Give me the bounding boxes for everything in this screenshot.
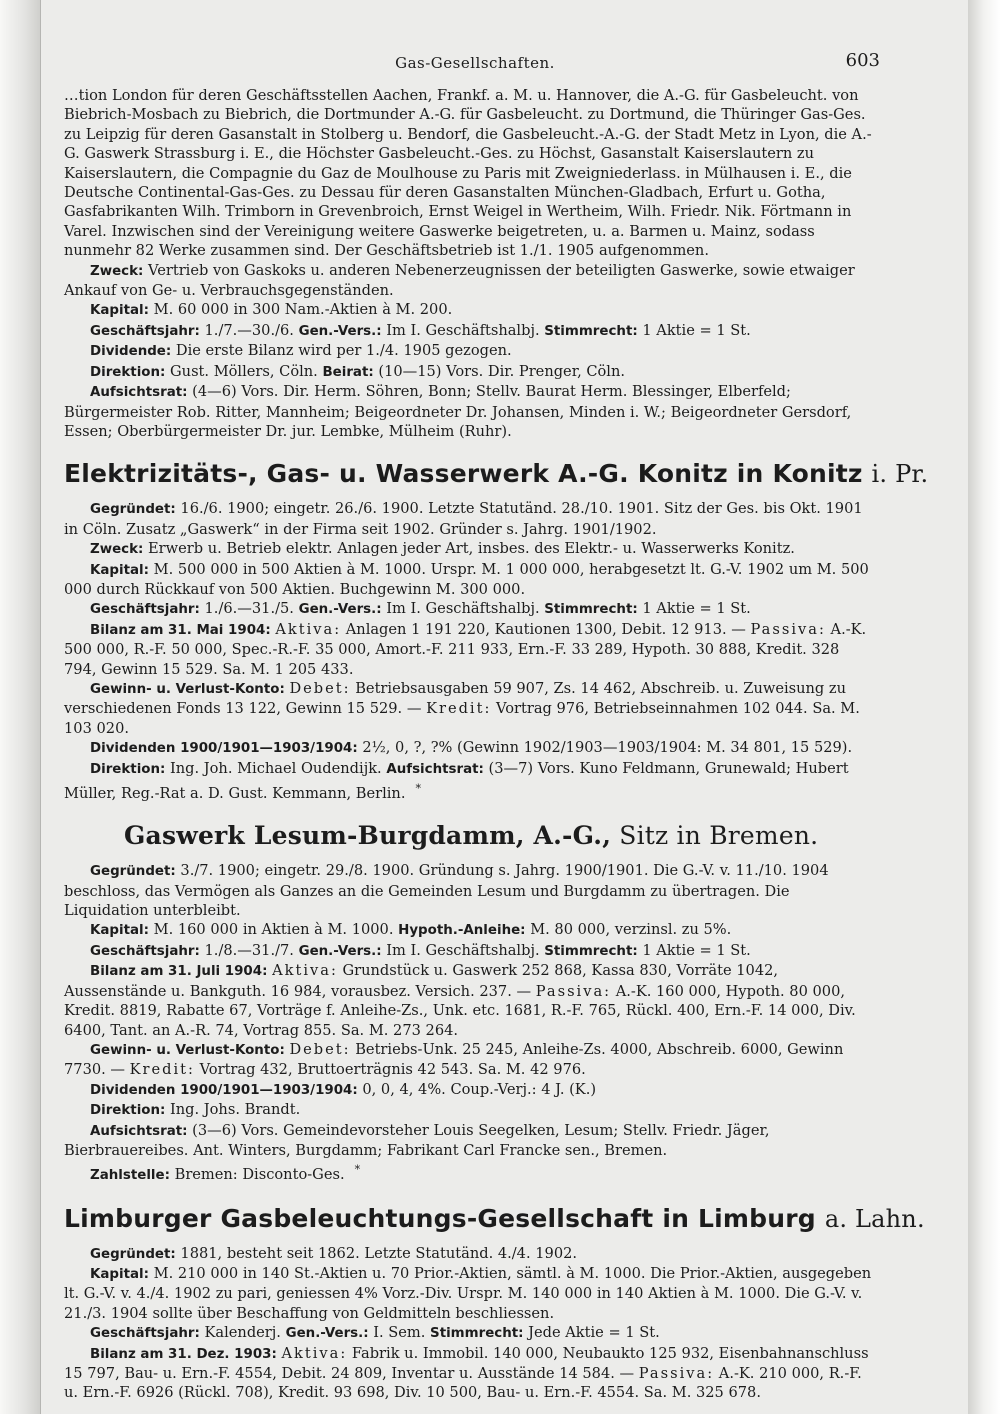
entry-title-konitz: Elektrizitäts-, Gas- u. Wasserwerk A.-G. Konitz in Konitz i. Pr. (64, 459, 929, 489)
lesum-direktion: Direktion: Ing. Johs. Brandt. (90, 1101, 301, 1119)
lesum-gegruendet: Gegründet: 3./7. 1900; eingetr. 29./8. 1900. Gründung s. Jahrg. 1900/1901. Die G.-V. v. 11./10. 1904 beschloss, das Vermögen als Ganzes an die Gemeinden Lesum und Burgdamm zu übertragen. Die Liquidation unterbleibt. (64, 862, 829, 920)
header-title: Gas-Gesellschaften. (395, 54, 555, 72)
intro-paragraph: …tion London für deren Geschäftsstellen Aachen, Frankf. a. M. u. Hannover, die A.-G. für Gasbeleucht. von Biebrich-Mosbach zu Biebrich, die Dortmunder A.-G. für Gasbeleucht. zu Dortmund, die Thüringer Gas-Ges. zu Leipzig für deren Gasanstalt in Stolberg u. Bendorf, die Gasbeleucht.-A.-G. der Stadt Metz in Lyon, die A.-G. Gaswerk Strassburg i. E., die Höchster Gasbeleucht.-Ges. zu Höchst, Gasanstalt Kaiserslautern zu Kaiserslautern, die Compagnie du Gaz de Moulhouse zu Paris mit Zweigniederlass. in Mülhausen i. E., die Deutsche Continental-Gas-Ges. zu Dessau für deren Gasanstalten München-Gladbach, Erfurt u. Gotha, Gasfabrikanten Wilh. Trimborn in Grevenbroich, Ernst Weigel in Wertheim, Wilh. Friedr. Nik. Förtmann in Varel. Inzwischen sind der Vereinigung weitere Gaswerke beigetreten, u. a. Barmen u. Mainz, sodass nunmehr 82 Werke zusammen sind. Der Geschäftsbetrieb ist 1./1. 1905 aufgenommen. (64, 87, 872, 260)
lesum-zahlstelle: Zahlstelle: Bremen: Disconto-Ges. * (90, 1163, 361, 1184)
limburg-gegruendet: Gegründet: 1881, besteht seit 1862. Letzte Statutänd. 4./4. 1902. (90, 1244, 578, 1262)
limburg-geschaeftsjahr: Geschäftsjahr: Kalenderj. Gen.-Vers.: I. Sem. Stimmrecht: Jede Aktie = 1 St. (90, 1324, 660, 1342)
entry-limburg (64, 1202, 925, 1403)
entry-title-lesum: Gaswerk Lesum-Burgdamm, A.-G., Sitz in Bremen. (124, 821, 819, 851)
konitz-gegruendet: Gegründet: 16./6. 1900; eingetr. 26./6. 1900. Letzte Statutänd. 28./10. 1901. Sitz der Ges. bis Okt. 1901 in Cöln. Zusatz „Gaswerk“ in der Firma seit 1902. Gründer s. Jahrg. 1901/1902. (64, 500, 863, 538)
right-page-edge (968, 0, 1000, 1414)
lesum-geschaeftsjahr: Geschäftsjahr: 1./8.—31./7. Gen.-Vers.: Im I. Geschäftshalbj. Stimmrecht: 1 Aktie = 1 St. (90, 941, 751, 959)
lesum-bilanz: Bilanz am 31. Juli 1904: Aktiva: Grundstück u. Gaswerk 252 868, Kassa 830, Vorräte 1042, Aussenstände u. Bankguth. 16 984, vorausbez. Versich. 237. — Passiva: A.-K. 160 000, Hypoth. 80 000, Kredit. 8819, Rabatte 67, Vorträge f. Anleihe-Zs., Unk. etc. 1681, R.-F. 765, Rückl. 400, Ern.-F. 14 000, Div. 6400, Tant. an A.-R. 74, Vortrag 855. Sa. M. 273 264. (64, 962, 856, 1039)
konitz-bilanz: Bilanz am 31. Mai 1904: Aktiva: Anlagen 1 191 220, Kautionen 1300, Debit. 12 913. — Passiva: A.-K. 500 000, R.-F. 50 000, Spec.-R.-F. 35 000, Amort.-F. 211 933, Ern.-F. 33 289, Hypoth. 30 888, Kredit. 328 794, Gewinn 15 529. Sa. M. 1 205 433. (64, 620, 867, 678)
lesum-guv: Gewinn- u. Verlust-Konto: Debet: Betriebs-Unk. 25 245, Anleihe-Zs. 4000, Abschreib. 6000, Gewinn 7730. — Kredit: Vortrag 432, Bruttoerträgnis 42 543. Sa. M. 42 976. (64, 1040, 844, 1079)
lesum-kapital: Kapital: M. 160 000 in Aktien à M. 1000. Hypoth.-Anleihe: M. 80 000, verzinsl. zu 5%. (90, 921, 732, 939)
page-body (64, 86, 929, 1403)
konitz-geschaeftsjahr: Geschäftsjahr: 1./6.—31./5. Gen.-Vers.: Im I. Geschäftshalbj. Stimmrecht: 1 Aktie = 1 St. (90, 600, 751, 618)
intro-dividende: Dividende: Die erste Bilanz wird per 1./4. 1905 gezogen. (90, 342, 512, 360)
left-page-edge (0, 0, 41, 1414)
konitz-direktion: Direktion: Ing. Joh. Michael Oudendijk. Aufsichtsrat: (3—7) Vors. Kuno Feldmann, Grunewald; Hubert Müller, Reg.-Rat a. D. Gust. Kemmann, Berlin. * (64, 759, 849, 802)
konitz-guv: Gewinn- u. Verlust-Konto: Debet: Betriebsausgaben 59 907, Zs. 14 462, Abschreib. u. Zuweisung zu verschiedenen Fonds 13 122, Gewinn 15 529. — Kredit: Vortrag 976, Betriebseinnahmen 102 044. Sa. M. 103 020. (64, 679, 860, 737)
entry-konitz (64, 457, 929, 803)
limburg-bilanz: Bilanz am 31. Dez. 1903: Aktiva: Fabrik u. Immobil. 140 000, Neubaukto 125 932, Eisenbahnanschluss 15 797, Bau- u. Ern.-F. 4554, Debit. 24 809, Inventar u. Ausstände 14 584. — Passiva: A.-K. 210 000, R.-F. u. Ern.-F. 6926 (Rückl. 708), Kredit. 93 698, Div. 10 500, Bau- u. Ern.-F. 4554. Sa. M. 325 678. (64, 1344, 869, 1402)
konitz-dividenden: Dividenden 1900/1901—1903/1904: 2½, 0, ?, ?% (Gewinn 1902/1903—1903/1904: M. 34 801, 15 529). (90, 739, 853, 757)
continued-entry (64, 86, 874, 441)
intro-kapital: Kapital: M. 60 000 in 300 Nam.-Aktien à M. 200. (90, 301, 453, 319)
lesum-aufsichtsrat: Aufsichtsrat: (3—6) Vors. Gemeindevorsteher Louis Seegelken, Lesum; Stellv. Friedr. Jäger, Bierbrauereibes. Ant. Winters, Burgdamm; Fabrikant Carl Francke sen., Bremen. (64, 1121, 770, 1159)
intro-zweck: Zweck: Vertrieb von Gaskoks u. anderen Nebenerzeugnissen der beteiligten Gaswerke, sowie etwaiger Ankauf von Ge- u. Verbrauchsgegenständen. (64, 261, 855, 300)
intro-direktion: Direktion: Gust. Möllers, Cöln. Beirat: (10—15) Vors. Dir. Prenger, Cöln. (90, 362, 625, 380)
lesum-dividenden: Dividenden 1900/1901—1903/1904: 0, 0, 4, 4%. Coup.-Verj.: 4 J. (K.) (90, 1080, 597, 1098)
asterisk-mark: * (354, 1163, 361, 1177)
page-number: 603 (845, 50, 880, 71)
entry-title-limburg: Limburger Gasbeleuchtungs-Gesellschaft in Limburg a. Lahn. (64, 1203, 925, 1233)
running-header (60, 48, 890, 78)
konitz-zweck: Zweck: Erwerb u. Betrieb elektr. Anlagen jeder Art, insbes. des Elektr.- u. Wasserwerks Konitz. (90, 540, 795, 558)
limburg-kapital: Kapital: M. 210 000 in 140 St.-Aktien u. 70 Prior.-Aktien, sämtl. à M. 1000. Die Prior.-Aktien, ausgegeben lt. G.-V. v. 4./4. 1902 zu pari, geniessen 4% Vorz.-Div. Urspr. M. 140 000 in 140 Aktien à M. 1000. Die G.-V. v. 21./3. 1904 sollte über Beschaffung von Geldmitteln beschliessen. (64, 1265, 872, 1322)
konitz-kapital: Kapital: M. 500 000 in 500 Aktien à M. 1000. Urspr. M. 1 000 000, herabgesetzt lt. G.-V. 1902 um M. 500 000 durch Rückkauf von 500 Aktien. Buchgewinn M. 300 000. (64, 560, 869, 598)
asterisk-mark: * (415, 782, 421, 795)
entry-lesum (64, 819, 874, 1185)
intro-aufsichtsrat: Aufsichtsrat: (4—6) Vors. Dir. Herm. Söhren, Bonn; Stellv. Baurat Herm. Blessinger, Elberfeld; Bürgermeister Rob. Ritter, Mannheim; Beigeordneter Dr. Johansen, Minden i. W.; Beigeordneter Gersdorf, Essen; Oberbürgermeister Dr. jur. Lembke, Mülheim (Ruhr). (64, 383, 852, 440)
intro-geschaeftsjahr: Geschäftsjahr: 1./7.—30./6. Gen.-Vers.: Im I. Geschäftshalbj. Stimmrecht: 1 Aktie = 1 St. (90, 321, 751, 339)
